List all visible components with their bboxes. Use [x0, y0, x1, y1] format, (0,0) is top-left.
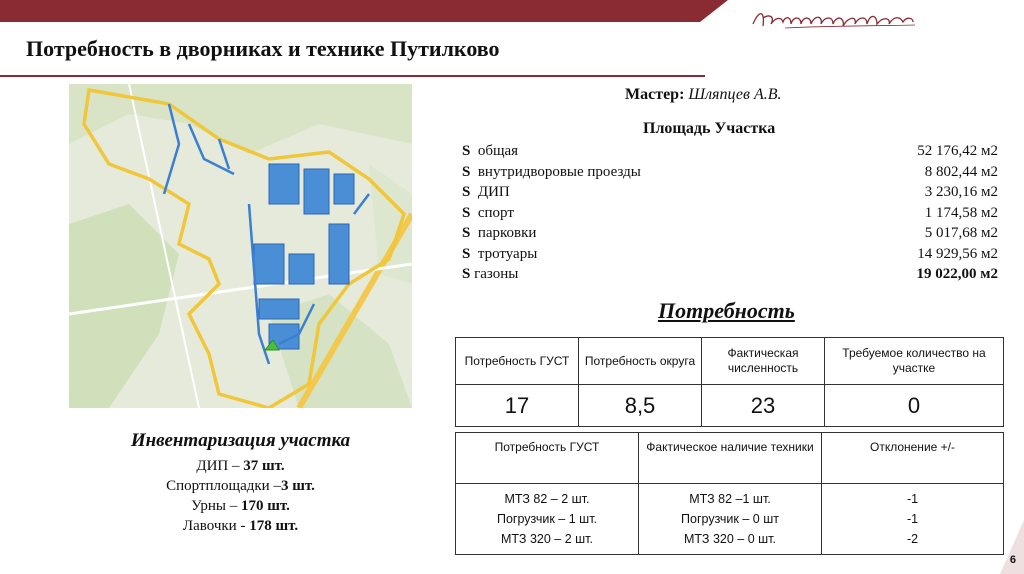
master-name: Шляпцев А.В. — [688, 86, 782, 103]
area-row — [462, 203, 998, 224]
area-label: внутридворовые проезды — [477, 163, 641, 180]
table-cell: 0 — [825, 385, 1004, 427]
table-header-row — [456, 338, 1004, 385]
area-label: общая — [477, 143, 519, 159]
table-row — [456, 385, 1004, 427]
table-cell-line: Погрузчик – 1 шт. — [497, 512, 597, 526]
master-line — [625, 86, 781, 104]
area-title: Площадь Участка — [643, 120, 776, 137]
area-row — [462, 223, 998, 244]
area-s-symbol: S — [462, 245, 471, 262]
need-table — [455, 337, 1004, 427]
table-cell-line: -2 — [906, 532, 919, 546]
inventory-value: 37 шт. — [239, 458, 285, 474]
inventory-line-benches — [69, 516, 412, 536]
table-header-cell: Фактическая численность — [702, 338, 825, 385]
table-header-cell: Потребность ГУСТ — [456, 338, 579, 385]
inventory-line-dip — [69, 456, 412, 476]
site-map-image — [69, 84, 412, 408]
master-label: Мастер: — [625, 86, 685, 103]
area-row — [462, 162, 998, 183]
equipment-table — [455, 432, 1004, 555]
title-divider — [0, 75, 705, 77]
area-value: 3 230,16 м2 — [924, 184, 998, 200]
inventory-title: Инвентаризация участка — [130, 430, 351, 451]
inventory-line-sport — [69, 476, 412, 496]
area-s-symbol: S — [462, 163, 471, 180]
inventory-label: ДИП – — [196, 458, 240, 474]
inventory-label: Спортплощадки – — [166, 478, 281, 494]
table-cell: 17 — [456, 385, 579, 427]
table-header-cell: Потребность ГУСТ — [456, 433, 639, 484]
page-title: Потребность в дворниках и технике Путилково — [26, 36, 500, 61]
table-cell-deviation — [822, 484, 1004, 555]
area-row — [462, 264, 998, 285]
table-cell-line: Погрузчик – 0 шт — [681, 512, 779, 526]
area-s-symbol: S — [462, 225, 471, 241]
area-label: газоны — [474, 266, 519, 282]
table-cell-line: МТЗ 82 –1 шт. — [689, 492, 771, 506]
table-cell-line: МТЗ 82 – 2 шт. — [504, 492, 590, 506]
area-row — [462, 141, 998, 162]
krasnogorsk-signature-logo — [745, 4, 945, 36]
inventory-value: 170 шт. — [237, 498, 290, 514]
table-header-cell: Фактическое наличие техники — [639, 433, 822, 484]
need-title: Потребность — [658, 298, 795, 323]
area-list — [462, 141, 998, 285]
area-label: тротуары — [477, 245, 538, 262]
area-value: 8 802,44 м2 — [924, 163, 998, 180]
table-cell-gust — [456, 484, 639, 555]
area-value: 1 174,58 м2 — [924, 204, 998, 221]
area-row — [462, 244, 998, 265]
table-row — [456, 484, 1004, 555]
table-cell-line: -1 — [906, 492, 919, 506]
table-cell: 8,5 — [579, 385, 702, 427]
table-cell-line: МТЗ 320 – 2 шт. — [501, 532, 593, 546]
area-label: парковки — [477, 225, 537, 241]
table-header-cell: Потребность округа — [579, 338, 702, 385]
table-cell-line: МТЗ 320 – 0 шт. — [684, 532, 776, 546]
table-cell-line: -1 — [906, 512, 919, 526]
area-value: 14 929,56 м2 — [917, 245, 998, 262]
area-s-symbol: S — [462, 143, 471, 159]
page-number: 6 — [1009, 554, 1016, 566]
inventory-value: 178 шт. — [245, 518, 299, 534]
area-s-symbol: S — [462, 204, 471, 221]
inventory-section — [69, 430, 412, 536]
area-label: ДИП — [477, 184, 510, 200]
area-value: 52 176,42 м2 — [917, 143, 998, 159]
inventory-value: 3 шт. — [280, 478, 315, 494]
area-value: 19 022,00 м2 — [916, 266, 998, 282]
area-row — [462, 182, 998, 203]
area-value: 5 017,68 м2 — [924, 225, 998, 241]
area-label: спорт — [477, 204, 514, 221]
table-header-row — [456, 433, 1004, 484]
table-header-cell: Отклонение +/- — [822, 433, 1004, 484]
area-s-symbol: S — [462, 184, 471, 200]
table-header-cell: Требуемое количество на участке — [825, 338, 1004, 385]
table-cell: 23 — [702, 385, 825, 427]
inventory-label: Урны – — [191, 498, 238, 514]
area-s-symbol: S — [462, 266, 471, 282]
inventory-line-urns — [69, 496, 412, 516]
inventory-label: Лавочки - — [182, 518, 246, 534]
table-cell-actual — [639, 484, 822, 555]
